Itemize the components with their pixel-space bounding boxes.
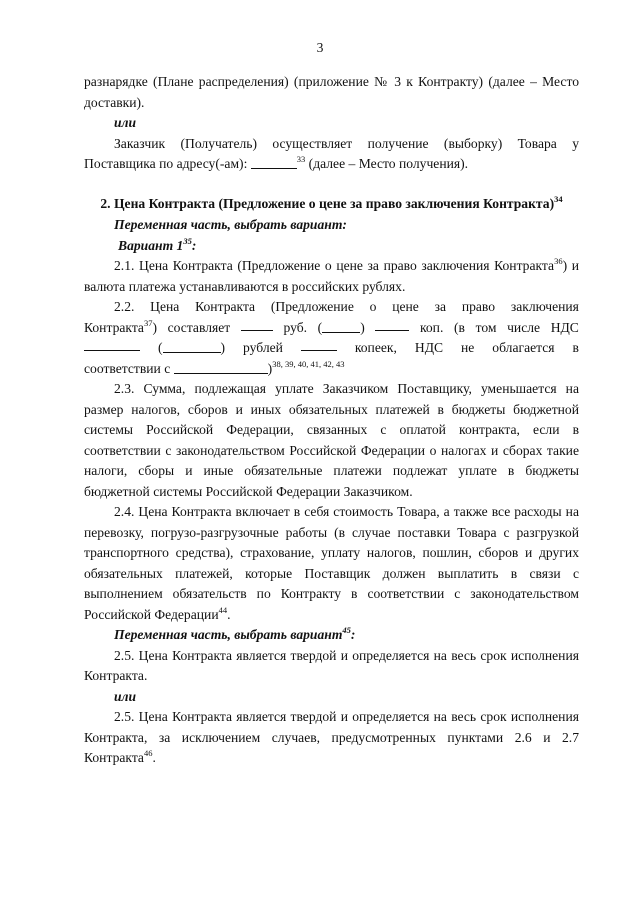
variable-part-label: Переменная часть, выбрать вариант: xyxy=(114,217,347,232)
clause-2-2-line-3: ( ) рублей копеек, НДС не облагается в xyxy=(84,338,579,359)
or-label: или xyxy=(114,115,137,130)
clause-2-5-option-a: 2.5. Цена Контракта является твердой и определяется на весь срок исполнения Контракта. xyxy=(84,647,579,683)
section-heading-price: 2. Цена Контракта (Предложение о цене за право заключения Контракта)$^{34}$ xyxy=(100,193,563,211)
paragraph-pickup: Заказчик (Получатель) осуществляет получение (выборку) Товара у Поставщика по адресу(-ам): $^{33}$ (далее – Место получения). xyxy=(84,135,579,171)
clause-2-1: 2.1. Цена Контракта (Предложение о цене за право заключения Контракта$^{36}$) и валюта платежа устанавливаются в российских рублях. xyxy=(84,256,579,294)
clause-2-5-option-b: 2.5. Цена Контракта является твердой и определяется на весь срок исполнения Контракта, за исключением случаев, предусмотренных пунктами 2.6 и 2.7 Контракта$^{46}$. xyxy=(84,709,579,765)
or-label-2: или xyxy=(114,688,137,704)
clause-2-2-line-1: 2.2. Цена Контракта (Предложение о цене за право заключения xyxy=(114,299,579,314)
variant-label: Вариант $1^{35}$: xyxy=(118,235,197,253)
clause-2-2 xyxy=(84,297,579,379)
clause-2-3: 2.3. Сумма, подлежащая уплате Заказчиком Поставщику, уменьшается на размер налогов, сборов и иных обязательных платежей в бюджеты бюджетной системы Российской Федерации, связанных с оплатой контракта, если в соответствии с законодательством Российской Федерации о налогах и сборах такие налоги, сборы и иные обязательные платежи подлежат уплате в бюджеты бюджетной системы Российской Федерации Заказчиком. xyxy=(84,381,579,499)
document-body xyxy=(84,72,579,769)
variable-part-label-2: Переменная часть, выбрать вариант$^{45}$: xyxy=(114,625,356,642)
page-number: 3 xyxy=(316,40,324,55)
clause-2-4: 2.4. Цена Контракта включает в себя стоимость Товара, а также все расходы на перевозку, погрузо-разгрузочные работы (в случае поставки Товара с разгрузкой транспортного средства), страхование, уплату налогов, пошлин, сборов и других обязательных платежей, которые Поставщик должен выплатить в связи с выполнением обязательств по Контракту в соответствии с законодательством Российской Федерации$^{44}$. xyxy=(84,504,579,622)
clause-2-2-line-2: Контракта$^{37}$) составляет руб. ( ) коп. (в том числе НДС xyxy=(84,317,579,335)
paragraph-delivery-place: разнарядке (Плане распределения) (приложение № 3 к Контракту) (далее – Место доставки). xyxy=(84,74,579,110)
clause-2-2-line-4: соответствии с )$^{38, 39, 40, 41, 42, 43}$ xyxy=(84,358,345,376)
